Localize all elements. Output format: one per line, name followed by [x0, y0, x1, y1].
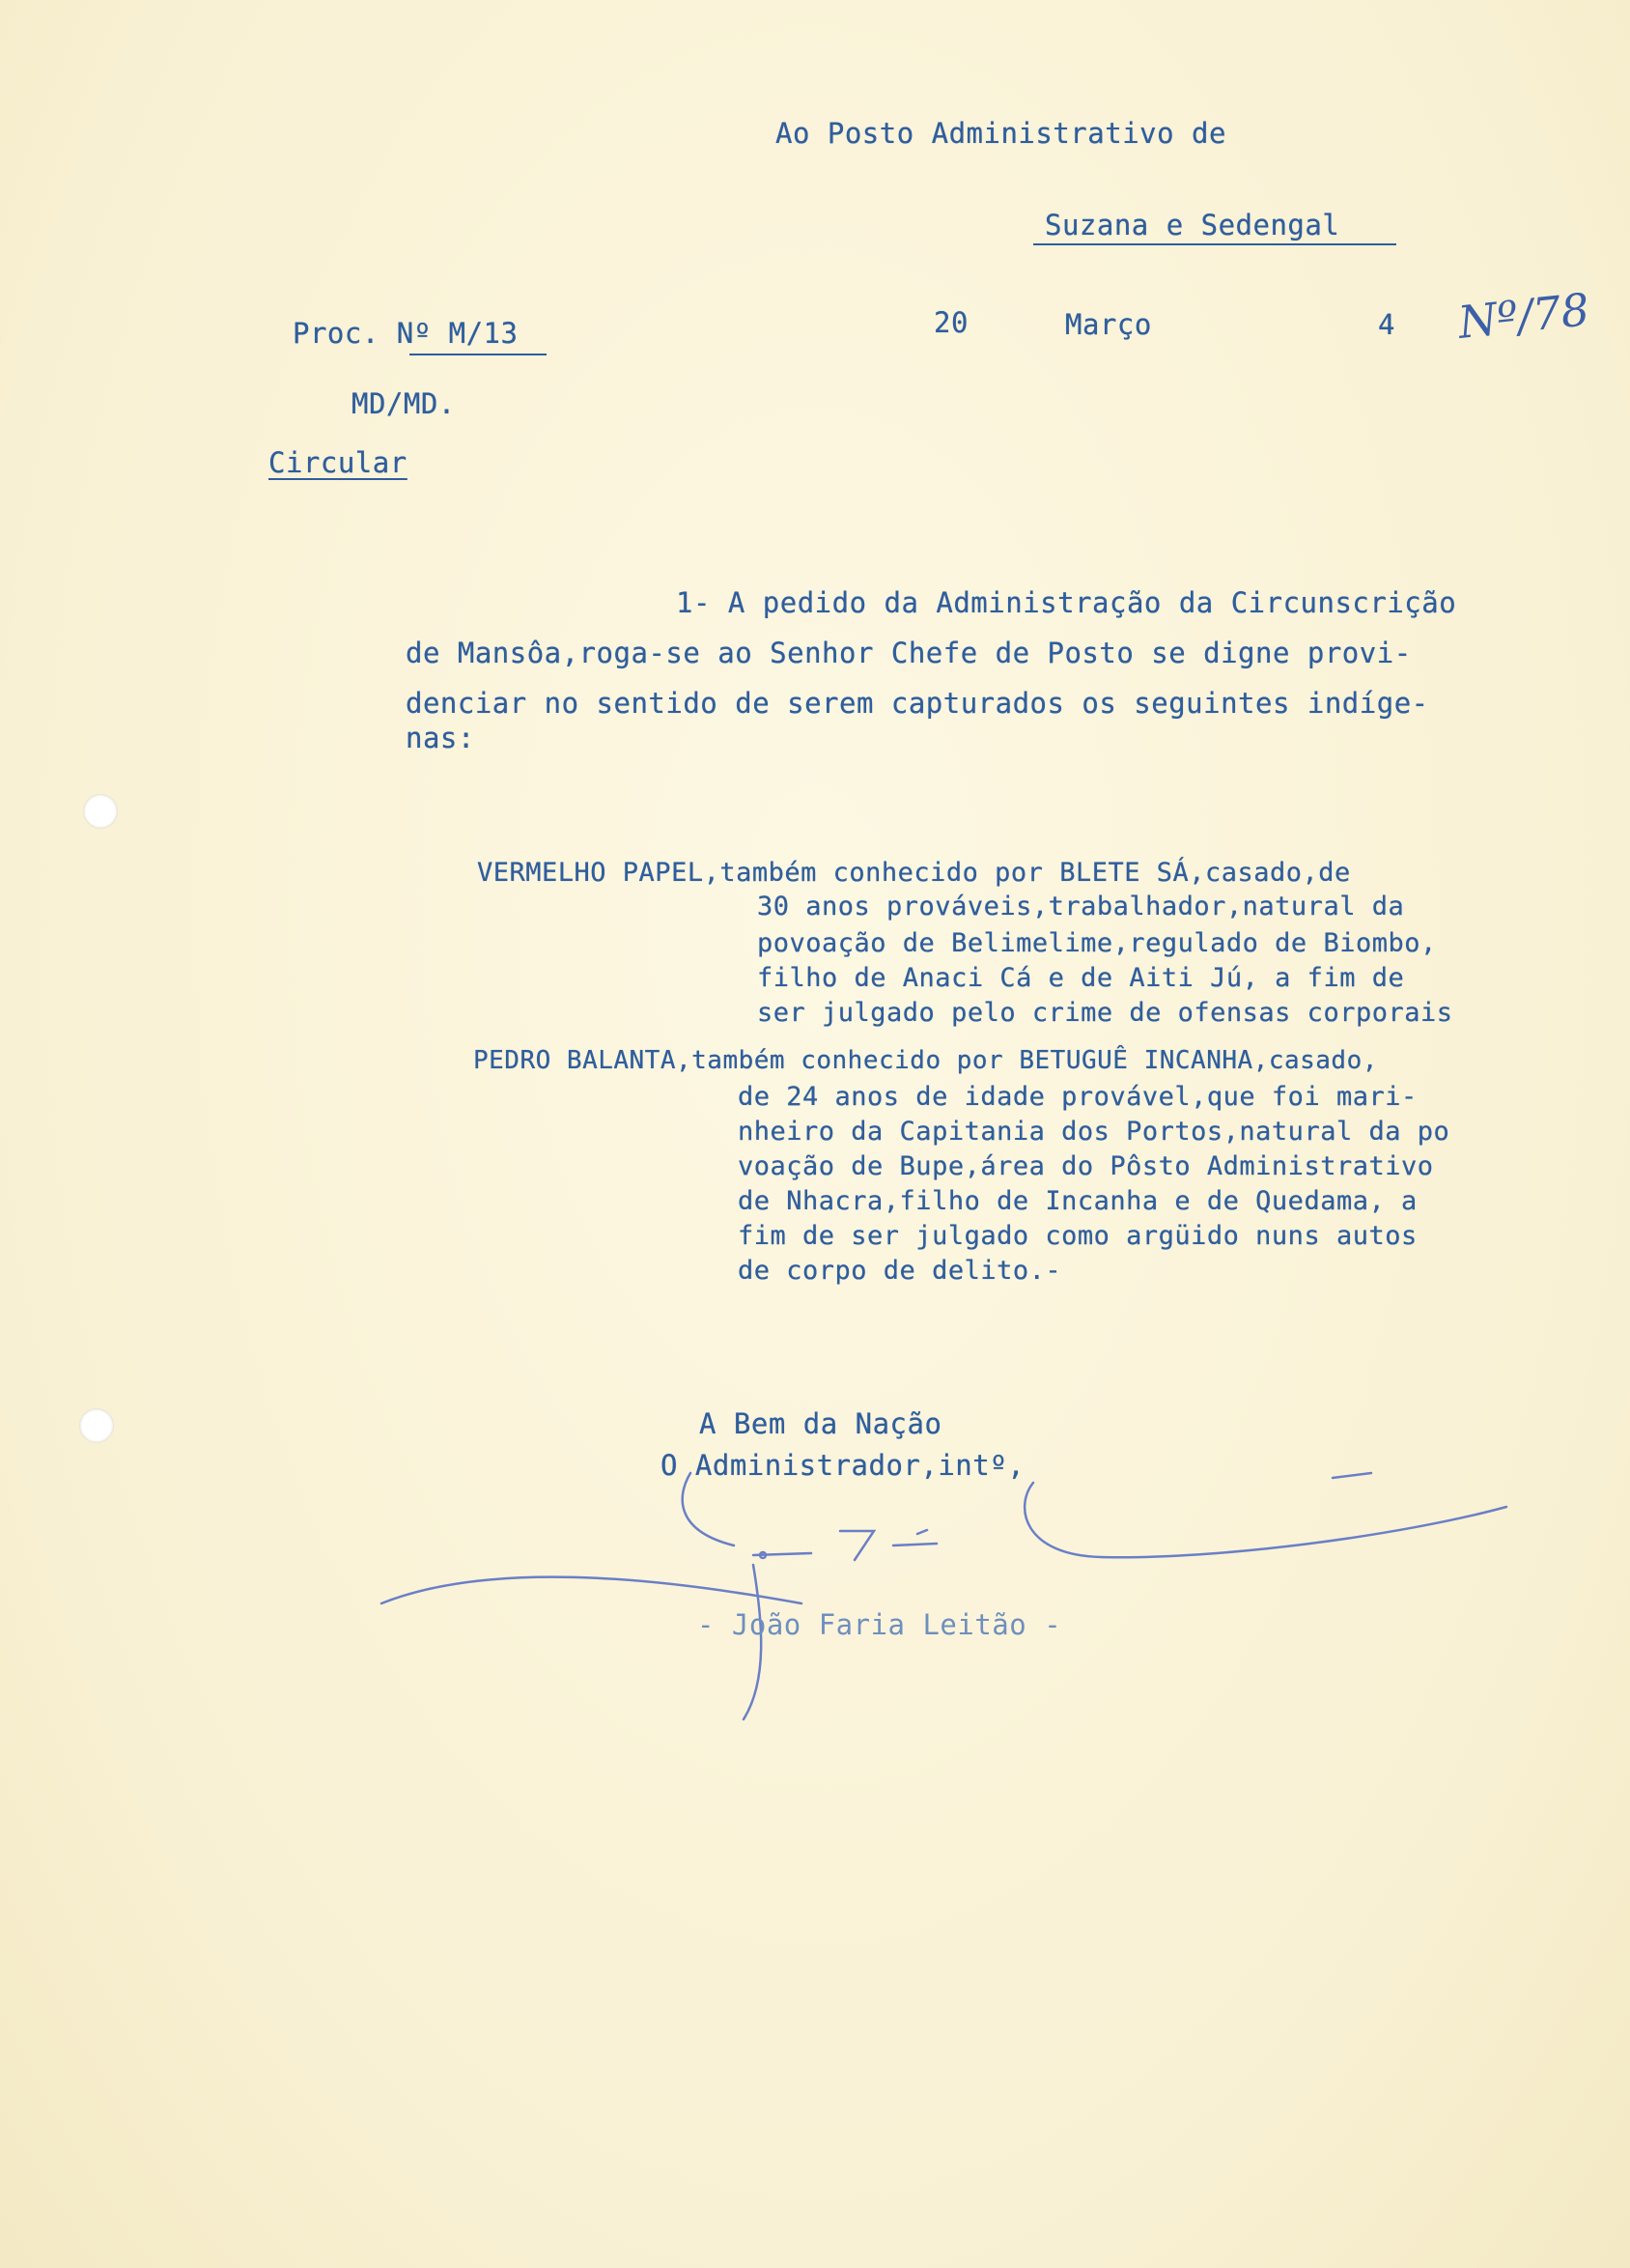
closing-role: O Administrador,intº,: [660, 1449, 1026, 1482]
entry1-line: ser julgado pelo crime de ofensas corporais: [757, 998, 1453, 1028]
handwritten-number: Nº/78: [1455, 283, 1592, 349]
entry2-line: nheiro da Capitania dos Portos,natural da po: [738, 1117, 1450, 1147]
closing-salutation: A Bem da Nação: [699, 1407, 942, 1440]
body-intro-line: 1- A pedido da Administração da Circunscrição: [676, 586, 1457, 619]
entry1-line: povoação de Belimelime,regulado de Biombo,: [757, 928, 1437, 958]
entry2-line: fim de ser julgado como argüido nuns autos: [738, 1221, 1418, 1251]
entry2-line: voação de Bupe,área do Pôsto Administrativo: [738, 1151, 1434, 1181]
entry2-line: PEDRO BALANTA,também conhecido por BETUGUÊ INCANHA,casado,: [473, 1046, 1378, 1075]
entry2-line: de Nhacra,filho de Incanha e de Quedama, a: [738, 1186, 1418, 1216]
date-month: Março: [1065, 308, 1152, 341]
circular-label: Circular: [268, 446, 408, 479]
date-day: 20: [934, 306, 969, 339]
addressee-line1: Ao Posto Administrativo de: [775, 117, 1226, 150]
body-intro-line: de Mansôa,roga-se ao Senhor Chefe de Posto se digne provi-: [406, 637, 1412, 669]
proc-number: Proc. Nº M/13: [293, 317, 519, 350]
entry1-line: filho de Anaci Cá e de Aiti Jú, a fim de: [757, 963, 1405, 993]
entry2-line: de 24 anos de idade provável,que foi mari-: [738, 1082, 1418, 1112]
entry1-line: 30 anos prováveis,trabalhador,natural da: [757, 892, 1405, 921]
body-intro-line: denciar no sentido de serem capturados os seguintes indíge-: [406, 687, 1429, 720]
date-year: 4: [1378, 308, 1395, 341]
entry1-line: VERMELHO PAPEL,também conhecido por BLETE SÁ,casado,de: [477, 858, 1351, 888]
entry2-line: de corpo de delito.-: [738, 1256, 1062, 1286]
signatory-name: - João Faria Leitão -: [697, 1608, 1062, 1641]
initials: MD/MD.: [351, 387, 456, 420]
body-intro-line: nas:: [406, 722, 475, 754]
addressee-line2: Suzana e Sedengal: [1045, 209, 1340, 241]
